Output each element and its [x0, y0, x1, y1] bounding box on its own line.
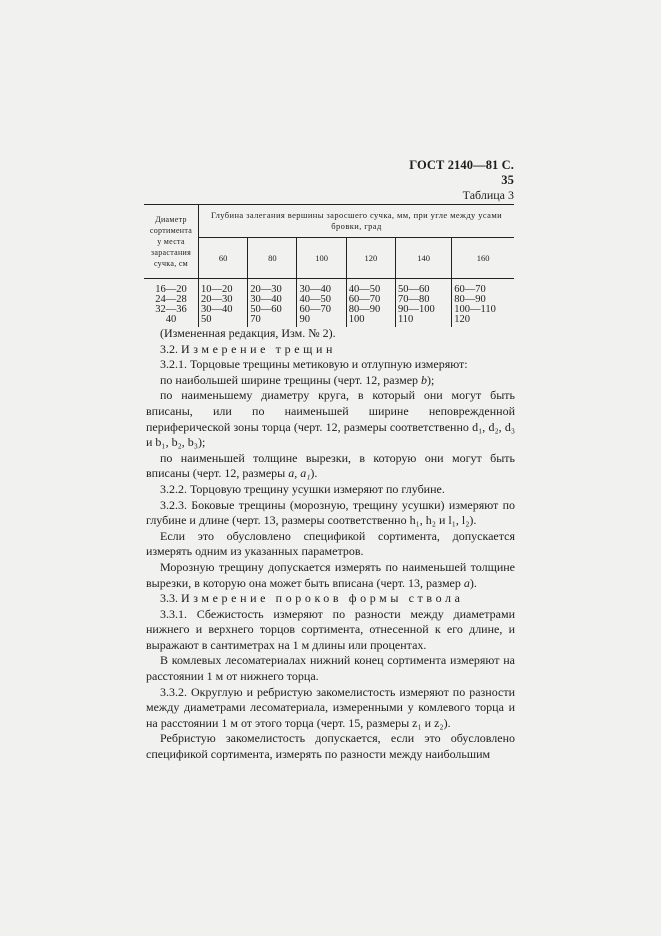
paragraph: по наибольшей ширине трещины (черт. 12, размер b);: [160, 372, 435, 387]
document-reference: ГОСТ 2140—81 С. 35: [409, 158, 514, 187]
body-text: [146, 326, 515, 763]
paragraph: Ребристую закомелистость допускается, если это обусловлено спецификой сортимента, измерять по разности между наибольшим: [146, 731, 515, 762]
angle-header: 140: [395, 238, 451, 279]
depth-values-cell: 20—30 30—40 50—60 70: [248, 279, 297, 328]
amendment-note: (Измененная редакция, Изм. № 2).: [160, 326, 336, 340]
table-body-row: [144, 279, 514, 328]
paragraph: 3.2.2. Торцовую трещину усушки измеряют по глубине.: [160, 481, 445, 496]
paragraph: 3.2.1. Торцовые трещины метиковую и отлупную измеряют:: [160, 357, 468, 372]
depth-values-cell: 40—50 60—70 80—90 100: [346, 279, 395, 328]
paragraph: Морозную трещину допускается измерять по наименьшей толщине вырезки, в которую она может быть вписана (черт. 13, размер a).: [146, 559, 515, 590]
paragraph: 3.3.1. Сбежистость измеряют по разности между диаметрами нижнего и верхнего торцов сортимента, отнесенной к его длине, и выражают в сантиметрах на 1 м длины или процентах.: [146, 606, 515, 652]
depth-values-cell: 50—60 70—80 90—100 110: [395, 279, 451, 328]
paragraph: 3.3.2. Округлую и ребристую закомелистость измеряют по разности между диаметрами лесоматериала, измеренными у комлевого торца и на расстоянии 1 м от этого торца (черт. 15, размеры z₁ и z₂).: [146, 684, 515, 730]
diameter-values-cell: 16—20 24—28 32—36 40: [144, 279, 199, 328]
section-heading: 3.2. Измерение трещин: [160, 341, 337, 356]
angle-header: 80: [248, 238, 297, 279]
paragraph: Если это обусловлено спецификой сортимента, допускается измерять одним из указанных параметров.: [146, 528, 515, 559]
depth-values-cell: 30—40 40—50 60—70 90: [297, 279, 346, 328]
paragraph: В комлевых лесоматериалах нижний конец сортимента измеряют на расстоянии 1 м от нижнего торца.: [146, 653, 515, 684]
paragraph: по наименьшему диаметру круга, в который они могут быть вписаны, или по наименьшей ширине неповрежденной периферической зоны торца (черт. 12, размеры соответственно d₁, d₂, d₃ и b₁, b₂, b₃);: [146, 388, 515, 450]
angle-header: 120: [346, 238, 395, 279]
angle-header: 60: [199, 238, 248, 279]
paragraph: по наименьшей толщине вырезки, в которую они могут быть вписаны (черт. 12, размеры a, a₁).: [146, 450, 515, 481]
table-label: Таблица 3: [462, 188, 514, 202]
section-heading: 3.3. Измерение пороков формы ствола: [160, 591, 464, 606]
paragraph: 3.2.3. Боковые трещины (морозную, трещину усушки) измеряют по глубине и длине (черт. 13, размеры соответственно h₁, h₂ и l₁, l₂).: [146, 497, 515, 528]
depth-group-header: Глубина залегания вершины заросшего сучка, мм, при угле между усами бровки, град: [199, 205, 515, 238]
depth-values-cell: 60—70 80—90 100—110 120: [454, 284, 496, 325]
angle-header: 100: [297, 238, 346, 279]
angle-header: 160: [452, 238, 514, 279]
depth-values-cell: 10—20 20—30 30—40 50: [199, 279, 248, 328]
table-3: [144, 204, 514, 327]
diameter-column-header: Диаметр сортимента у места зарастания сучка, см: [144, 205, 199, 279]
